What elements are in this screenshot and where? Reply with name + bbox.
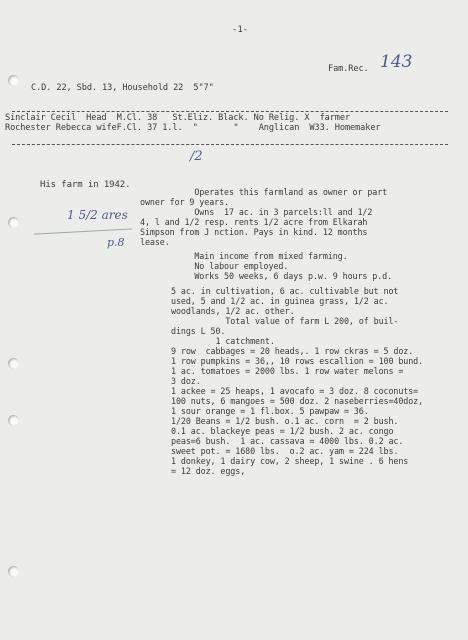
divider-mark: /2 bbox=[190, 149, 203, 164]
text-line: Operates this farmland as owner or part bbox=[140, 187, 388, 197]
text-line: Simpson from J nction. Pays in kind. 12 months bbox=[140, 227, 368, 237]
text-line: 1 sour orange = 1 fl.box. 5 pawpaw = 36. bbox=[171, 406, 369, 416]
text-line: 1 ac. tomatoes = 2000 lbs. 1 row water melons = bbox=[171, 366, 404, 376]
text-line: lease. bbox=[140, 237, 170, 247]
text-line: 1 row pumpkins = 36,, 10 rows escallion = 100 bund. bbox=[171, 356, 424, 366]
text-line: Main income from mixed farming. bbox=[140, 251, 348, 261]
text-line: peas=6 bush. 1 ac. cassava = 4000 lbs. 0.2 ac. bbox=[171, 436, 404, 446]
text-line: 1 catchment. bbox=[171, 336, 275, 346]
person-row-wife: Rochester Rebecca wifeF.Cl. 37 1.l. " " Anglican W33. Homemaker bbox=[5, 123, 381, 133]
person-row-head: Sinclair Cecil Head M.Cl. 38 St.Eliz. Black. No Relig. X farmer bbox=[5, 113, 351, 123]
page-number: -1- bbox=[232, 25, 248, 35]
margin-pencil-line bbox=[34, 228, 132, 234]
text-line: 0.1 ac. blackeye peas = 1/2 bush. 2 ac. congo bbox=[171, 426, 394, 436]
text-line: = 12 doz. eggs, bbox=[171, 466, 246, 476]
text-line: 1/20 Beans = 1/2 bush. o.1 ac. corn = 2 bush. bbox=[171, 416, 399, 426]
text-line: 9 row cabbages = 20 heads,. 1 row ckras = 5 doz. bbox=[171, 346, 414, 356]
text-line: 1 donkey, 1 dairy cow, 2 sheep, 1 swine . 6 hens bbox=[171, 456, 409, 466]
file-ref-number: 143 bbox=[380, 52, 413, 72]
text-line: No labour employed. bbox=[140, 261, 289, 271]
margin-note-page: p.8 bbox=[107, 236, 125, 249]
margin-note-acres: 1 5/2 ares bbox=[67, 208, 128, 222]
punch-hole bbox=[8, 75, 19, 86]
text-line: Works 50 weeks, 6 days p.w. 9 hours p.d. bbox=[140, 271, 393, 281]
census-line: C.D. 22, Sbd. 13, Household 22 5"7" bbox=[31, 83, 214, 93]
text-line: sweet pot. = 1680 lbs. o.2 ac. yam = 224 lbs. bbox=[171, 446, 399, 456]
dashed-rule bbox=[12, 111, 448, 112]
punch-hole bbox=[8, 415, 19, 426]
text-line: 5 ac. in cultivation, 6 ac. cultivable but not bbox=[171, 286, 399, 296]
punch-hole bbox=[8, 566, 19, 577]
file-ref-label: Fam.Rec. bbox=[328, 64, 369, 74]
section-title: His farm in 1942. bbox=[40, 180, 131, 190]
text-line: owner for 9 years. bbox=[140, 197, 229, 207]
text-line: woodlands, 1/2 ac. other. bbox=[171, 306, 295, 316]
text-line: 4, l and 1/2 resp. rents 1/2 acre from Elkarah bbox=[140, 217, 368, 227]
text-line: Owns 17 ac. in 3 parcels:ll and 1/2 bbox=[140, 207, 373, 217]
punch-hole bbox=[8, 217, 19, 228]
text-line: 100 nuts, 6 mangoes = 500 doz. 2 naseberries=40doz, bbox=[171, 396, 424, 406]
text-line: dings L 50. bbox=[171, 326, 226, 336]
text-line: 1 ackee = 25 heaps, 1 avocafo = 3 doz. 8 coconuts= bbox=[171, 386, 419, 396]
text-line: used, 5 and 1/2 ac. in guinea grass, 1/2 ac. bbox=[171, 296, 389, 306]
text-line: Total value of farm L 200, of buil- bbox=[171, 316, 399, 326]
text-line: 3 doz. bbox=[171, 376, 201, 386]
punch-hole bbox=[8, 358, 19, 369]
dashed-rule bbox=[12, 144, 448, 145]
